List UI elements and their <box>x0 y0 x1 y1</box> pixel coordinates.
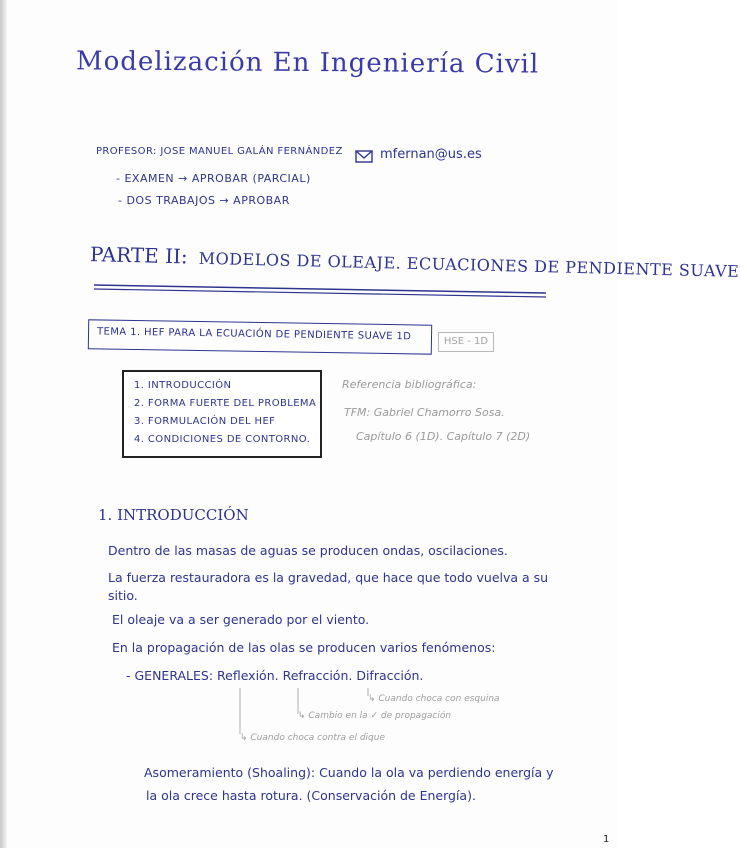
part-title: MODELOS DE OLEAJE. ECUACIONES DE PENDIENTE SUAVE <box>198 248 740 281</box>
index-item: 4. CONDICIONES DE CONTORNO. <box>134 434 311 445</box>
note-diffraction: ↳ Cuando choca con esquina <box>368 694 500 704</box>
text-line: Dentro de las masas de aguas se producen ondas, oscilaciones. <box>108 543 508 558</box>
shoaling-line: Asomeramiento (Shoaling): Cuando la ola va perdiendo energía y <box>144 765 554 780</box>
tema-box <box>88 319 432 354</box>
reference-book: TFM: Gabriel Chamorro Sosa. <box>344 406 505 419</box>
professor-email: mfernan@us.es <box>380 147 482 162</box>
page-title: Modelización En Ingeniería Civil <box>75 46 540 80</box>
text-line: sitio. <box>108 588 138 603</box>
note-refraction: ↳ Cambio en la ✓ de propagación <box>298 711 452 721</box>
text-line: - GENERALES: Reflexión. Refracción. Difracción. <box>126 668 424 683</box>
page-edge-shadow <box>0 0 7 848</box>
part-underline <box>92 282 552 302</box>
reference-chapters: Capítulo 6 (1D). Capítulo 7 (2D) <box>356 430 531 443</box>
professor-line: PROFESOR: JOSE MANUEL GALÁN FERNÁNDEZ <box>96 146 343 157</box>
section-title: 1. INTRODUCCIÓN <box>98 506 249 524</box>
index-item: 1. INTRODUCCIÓN <box>134 380 232 391</box>
index-box <box>122 370 322 458</box>
text-line: El oleaje va a ser generado por el viento. <box>112 612 370 627</box>
tema-label: TEMA 1. HEF PARA LA ECUACIÓN DE PENDIENTE SUAVE 1D <box>96 326 412 343</box>
text-line: En la propagación de las olas se producen varios fenómenos: <box>112 640 496 655</box>
shoaling-line: la ola crece hasta rotura. (Conservación de Energía). <box>146 788 476 803</box>
envelope-icon <box>355 150 373 163</box>
index-item: 3. FORMULACIÓN DEL HEF <box>134 416 276 427</box>
part-heading <box>90 242 740 282</box>
part-label: PARTE II: <box>89 242 188 269</box>
requirement-exam: - EXAMEN → APROBAR (PARCIAL) <box>116 172 311 185</box>
index-item: 2. FORMA FUERTE DEL PROBLEMA <box>134 398 317 409</box>
reference-heading: Referencia bibliográfica: <box>342 378 477 391</box>
requirement-works: - DOS TRABAJOS → APROBAR <box>118 194 290 207</box>
tema-tag: HSE - 1D <box>438 332 494 352</box>
note-reflection: ↳ Cuando choca contra el dique <box>240 733 386 743</box>
page-number: 1 <box>603 834 610 845</box>
text-line: La fuerza restauradora es la gravedad, que hace que todo vuelva a su <box>108 570 549 585</box>
